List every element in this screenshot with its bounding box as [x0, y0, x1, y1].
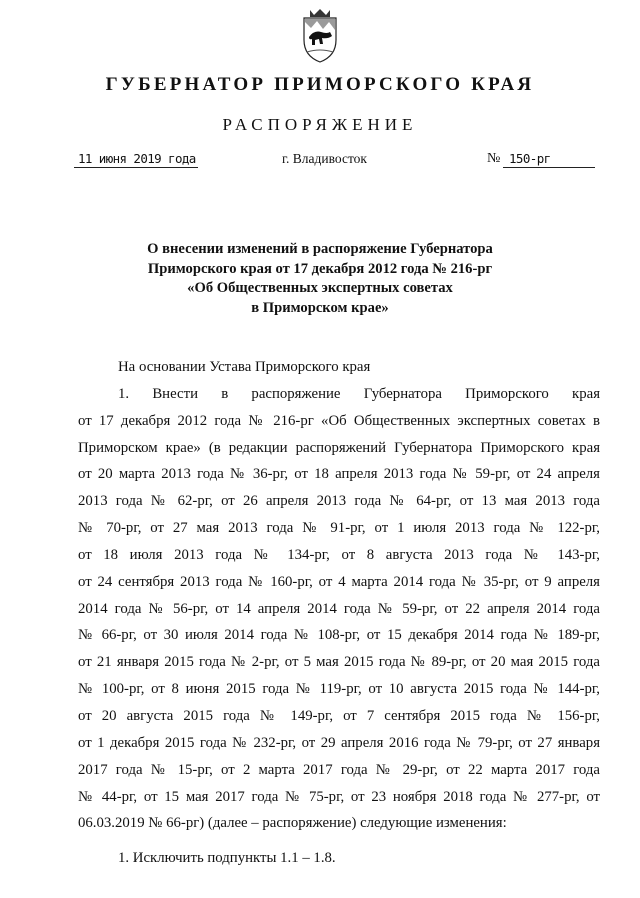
document-body: [78, 354, 600, 872]
body-line: от 24 сентября 2013 года № 160-рг, от 4 марта 2014 года № 35-рг, от 9 апреля: [78, 573, 600, 590]
body-line: от 20 августа 2015 года № 149-рг, от 7 сентября 2015 года № 156-рг,: [78, 707, 600, 724]
number-sign: №: [487, 151, 501, 166]
title-line: О внесении изменений в распоряжение Губернатора: [147, 241, 493, 257]
body-line: № 66-рг, от 30 июля 2014 года № 108-рг, от 15 декабря 2014 года № 189-рг,: [78, 627, 600, 644]
subitem-paragraph: 1. Исключить подпункты 1.1 – 1.8.: [118, 850, 336, 867]
body-line: от 18 июля 2013 года № 134-рг, от 8 августа 2013 года № 143-рг,: [78, 546, 600, 563]
date-underline: [74, 167, 198, 168]
basis-paragraph: На основании Устава Приморского края: [118, 359, 371, 375]
body-line: от 1 декабря 2015 года № 232-рг, от 29 апреля 2016 года № 79-рг, от 27 января: [78, 734, 600, 751]
authority-heading: ГУБЕРНАТОР ПРИМОРСКОГО КРАЯ: [105, 74, 535, 95]
body-line: 2013 года № 62-рг, от 26 апреля 2013 года № 64-рг, от 13 мая 2013 года: [78, 493, 600, 510]
title-line: в Приморском крае»: [251, 299, 389, 316]
document-type: РАСПОРЯЖЕНИЕ: [222, 115, 418, 134]
title-line: «Об Общественных экспертных советах: [187, 280, 453, 296]
number-underline: [503, 167, 595, 168]
body-line: № 70-рг, от 27 мая 2013 года № 91-рг, от 1 июля 2013 года № 122-рг,: [78, 520, 600, 537]
body-line: 1. Внести в распоряжение Губернатора Приморского края: [118, 385, 600, 402]
document-city: г. Владивосток: [282, 151, 367, 166]
document-number: 150-рг: [509, 151, 551, 166]
document-title: [130, 240, 510, 318]
body-line: № 44-рг, от 15 мая 2017 года № 75-рг, от 23 ноября 2018 года № 277-рг, от: [78, 788, 600, 805]
body-line: 06.03.2019 № 66-рг) (далее – распоряжение) следующие изменения:: [78, 815, 507, 832]
body-line: от 17 декабря 2012 года № 216-рг «Об Общественных экспертных советах в: [78, 412, 600, 429]
body-line: 2014 года № 56-рг, от 14 апреля 2014 года № 59-рг, от 22 апреля 2014 года: [78, 600, 600, 617]
document-date: 11 июня 2019 года: [78, 151, 196, 166]
body-line: Приморском крае» (в редакции распоряжений Губернатора Приморского края: [78, 439, 600, 456]
body-line: от 21 января 2015 года № 2-рг, от 5 мая 2015 года № 89-рг, от 20 мая 2015 года: [78, 654, 600, 671]
body-line: № 100-рг, от 8 июня 2015 года № 119-рг, от 10 августа 2015 года № 144-рг,: [78, 681, 600, 698]
coat-of-arms-icon: [300, 8, 340, 64]
body-line: 2017 года № 15-рг, от 2 марта 2017 года № 29-рг, от 22 марта 2017 года: [78, 761, 600, 778]
body-line: от 20 марта 2013 года № 36-рг, от 18 апреля 2013 года № 59-рг, от 24 апреля: [78, 466, 600, 483]
title-line: Приморского края от 17 декабря 2012 года № 216-рг: [147, 260, 493, 277]
